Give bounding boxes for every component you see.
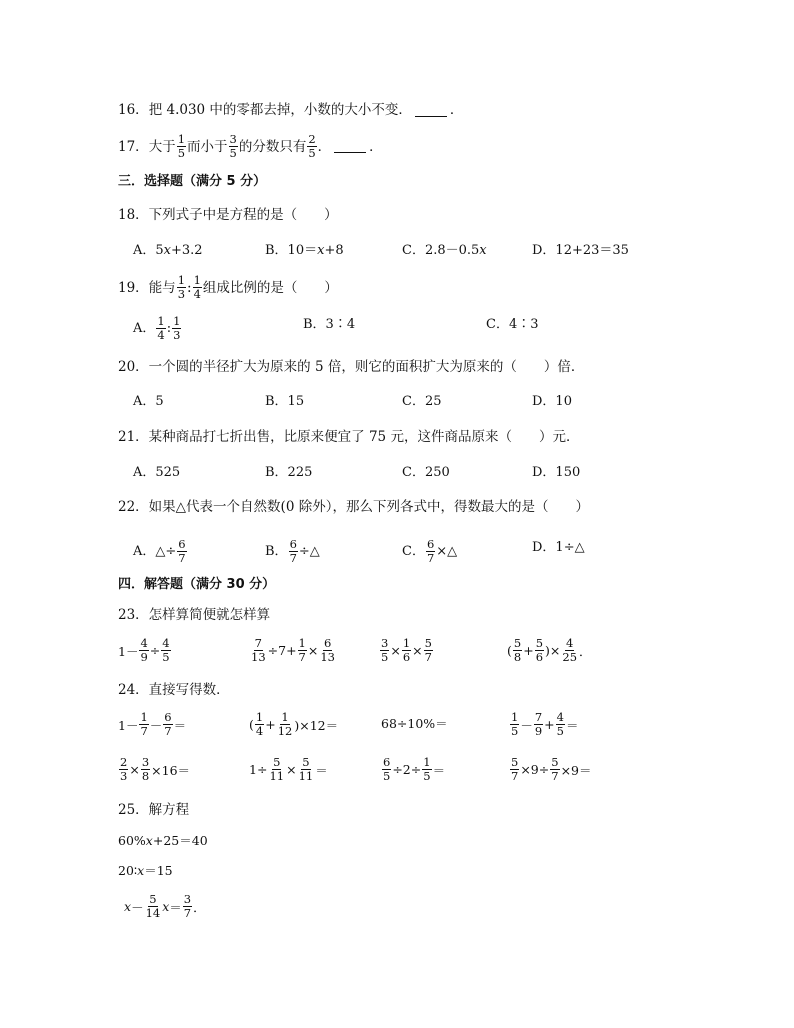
q16-text: 把 4.030 中的零都去掉，小数的大小不变． xyxy=(148,102,412,118)
question-24: 24．直接写得数． xyxy=(118,682,230,698)
q24-expr-3: 68÷10%＝ xyxy=(381,716,448,731)
question-22: 22．如果△代表一个自然数(0 除外），那么下列各式中，得数最大的是（ ） xyxy=(118,499,589,515)
q17-end: ． xyxy=(369,138,383,155)
q24-expr-8: $\frac{5}{7}$ ×9÷ $\frac{5}{7}$ ×9＝ xyxy=(511,755,592,783)
q24-expr-4: $\frac{1}{5}$ － $\frac{7}{9}$ + $\frac{4}{5}$ ＝ xyxy=(511,710,579,738)
question-16 xyxy=(118,100,463,120)
fraction: $\frac{1}{5}$ xyxy=(177,132,186,160)
q17-number: 17． xyxy=(118,138,149,155)
q17-text: 的分数只有 xyxy=(238,138,307,155)
answer-blank[interactable] xyxy=(334,140,366,153)
q23-expr-2: $\frac{7}{13}$ ÷7+ $\frac{1}{7}$ × $\frac{6}{13}$ xyxy=(251,636,335,664)
q22-option-d[interactable]: D．1÷△ xyxy=(532,540,585,555)
q20-option-a[interactable]: A．5 xyxy=(133,394,164,409)
fraction: $\frac{1}{4}$ xyxy=(193,273,201,301)
q24-expr-6: 1÷ $\frac{5}{11}$ × $\frac{5}{11}$ ＝ xyxy=(249,755,328,783)
q16-end: ． xyxy=(449,102,464,118)
q19-option-b[interactable]: B．3∶4 xyxy=(303,317,356,332)
question-17 xyxy=(118,133,383,160)
question-19: 19． 能与 $\frac{1}{3}$ : $\frac{1}{4}$ 组成比例的是（ ） xyxy=(118,273,338,301)
q18-option-c[interactable]: C．2.8－0.5 x xyxy=(402,243,487,258)
fraction: $\frac{2}{5}$ xyxy=(308,132,316,160)
question-18: 18．下列式子中是方程的是（ ） xyxy=(118,207,338,223)
section-heading-3: 三．选择题（满分 5 分） xyxy=(118,174,267,189)
q20-option-d[interactable]: D．10 xyxy=(532,394,572,409)
q18-option-b[interactable]: B．10＝ x +8 xyxy=(265,243,344,258)
q23-expr-1: 1－ $\frac{4}{9}$ ÷ $\frac{4}{5}$ xyxy=(118,636,170,664)
fraction: $\frac{1}{3}$ xyxy=(177,273,186,301)
q21-option-b[interactable]: B．225 xyxy=(265,465,313,480)
q23-expr-4: ( $\frac{5}{8}$ + $\frac{5}{6}$ )× $\frac{4}{25}$ ． xyxy=(507,636,592,664)
question-23: 23．怎样算简便就怎样算 xyxy=(118,607,271,623)
q24-expr-2: ( $\frac{1}{4}$ + $\frac{1}{12}$ )×12＝ xyxy=(249,710,339,738)
q21-option-d[interactable]: D．150 xyxy=(532,465,581,480)
q17-text: 大于 xyxy=(148,138,176,155)
q25-equation-1: 60% x +25＝40 xyxy=(118,832,208,848)
q19-option-c[interactable]: C．4∶3 xyxy=(486,317,539,332)
question-25: 25．解方程 xyxy=(118,802,190,818)
section-heading-4: 四．解答题（满分 30 分） xyxy=(118,577,276,592)
q17-text: 而小于 xyxy=(187,138,228,155)
question-20: 20．一个圆的半径扩大为原来的 5 倍，则它的面积扩大为原来的（ ）倍． xyxy=(118,359,585,375)
answer-blank[interactable] xyxy=(415,104,447,117)
q24-expr-7: $\frac{6}{5}$ ÷2÷ $\frac{1}{5}$ ＝ xyxy=(383,755,446,783)
q22-option-b[interactable]: B． $\frac{6}{7}$ ÷△ xyxy=(265,537,320,565)
q25-equation-3: x － $\frac{5}{14}$ x ＝ $\frac{3}{7}$ ． xyxy=(124,892,206,920)
q22-option-a[interactable]: A．△÷ $\frac{6}{7}$ xyxy=(133,537,186,565)
q23-expr-3: $\frac{3}{5}$ × $\frac{1}{6}$ × $\frac{5}{7}$ xyxy=(381,636,432,664)
q22-option-c[interactable]: C． $\frac{6}{7}$ ×△ xyxy=(402,537,458,565)
q18-option-a[interactable]: A．5 x +3.2 xyxy=(133,243,203,258)
q20-option-c[interactable]: C．25 xyxy=(402,394,442,409)
q18-option-d[interactable]: D．12+23＝35 xyxy=(532,243,629,258)
q17-text: ． xyxy=(317,138,332,155)
q20-option-b[interactable]: B．15 xyxy=(265,394,305,409)
q21-option-a[interactable]: A．525 xyxy=(133,465,181,480)
q24-expr-5: $\frac{2}{3}$ × $\frac{3}{8}$ ×16＝ xyxy=(120,755,191,783)
q16-number: 16． xyxy=(118,102,149,118)
q19-option-a[interactable]: A． $\frac{1}{4}$ : $\frac{1}{3}$ xyxy=(133,314,181,342)
q25-equation-2: 20∶ x ＝15 xyxy=(118,862,173,878)
question-21: 21．某种商品打七折出售，比原来便宜了 75 元，这件商品原来（ ）元． xyxy=(118,429,580,445)
q24-expr-1: 1－ $\frac{1}{7}$ － $\frac{6}{7}$ ＝ xyxy=(118,710,187,738)
q21-option-c[interactable]: C．250 xyxy=(402,465,450,480)
fraction: $\frac{3}{5}$ xyxy=(229,132,237,160)
